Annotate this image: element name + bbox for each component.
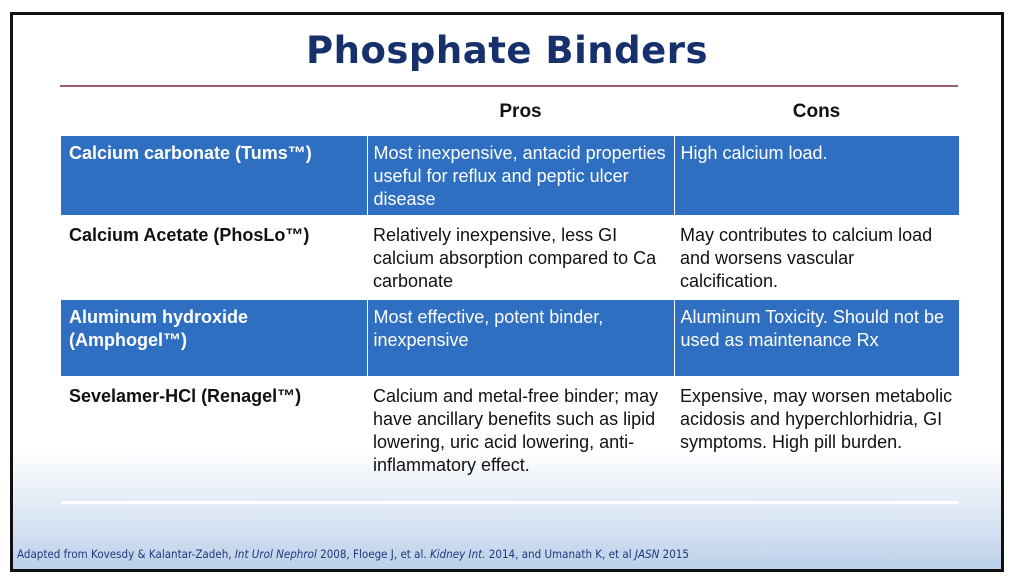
drug-name: Calcium Acetate (PhosLo™) [61, 217, 367, 299]
pros-cell: Relatively inexpensive, less GI calcium absorption compared to Ca carbonate [367, 217, 674, 299]
table-row [61, 299, 959, 378]
binders-table [61, 91, 959, 504]
citation-text: 2014, and Umanath K, et al [485, 547, 635, 561]
journal-name: Kidney Int. [429, 547, 486, 561]
table-row [61, 217, 959, 299]
journal-name: JASN [634, 547, 660, 561]
cons-cell: High calcium load. [674, 135, 959, 217]
pros-cell: Calcium and metal-free binder; may have ancillary benefits such as lipid lowering, uric acid lowering, anti-inflammatory effect. [367, 378, 674, 503]
slide-title: Phosphate Binders [306, 29, 708, 72]
citation-text: 2015 [659, 547, 689, 561]
drug-name: Aluminum hydroxide (Amphogel™) [61, 299, 367, 378]
table-row [61, 135, 959, 217]
header-drug [61, 91, 367, 135]
header-cons: Cons [674, 91, 959, 135]
citation [17, 547, 689, 561]
cons-cell: Expensive, may worsen metabolic acidosis and hyperchlorhidria, GI symptoms. High pill burden. [674, 378, 959, 503]
slide [10, 12, 1004, 572]
table-header-row [61, 91, 959, 135]
cons-cell: Aluminum Toxicity. Should not be used as maintenance Rx [674, 299, 959, 378]
table-row [61, 378, 959, 503]
drug-name: Calcium carbonate (Tums™) [61, 135, 367, 217]
citation-text: 2008, Floege J, et al. [316, 547, 430, 561]
citation-text: Adapted from Kovesdy & Kalantar-Zadeh, [17, 547, 235, 561]
drug-name: Sevelamer-HCl (Renagel™) [61, 378, 367, 503]
journal-name: Int Urol Nephrol [234, 547, 317, 561]
header-pros: Pros [367, 91, 674, 135]
pros-cell: Most effective, potent binder, inexpensive [367, 299, 674, 378]
pros-cell: Most inexpensive, antacid properties useful for reflux and peptic ulcer disease [367, 135, 674, 217]
cons-cell: May contributes to calcium load and worsens vascular calcification. [674, 217, 959, 299]
title-divider [60, 85, 958, 87]
